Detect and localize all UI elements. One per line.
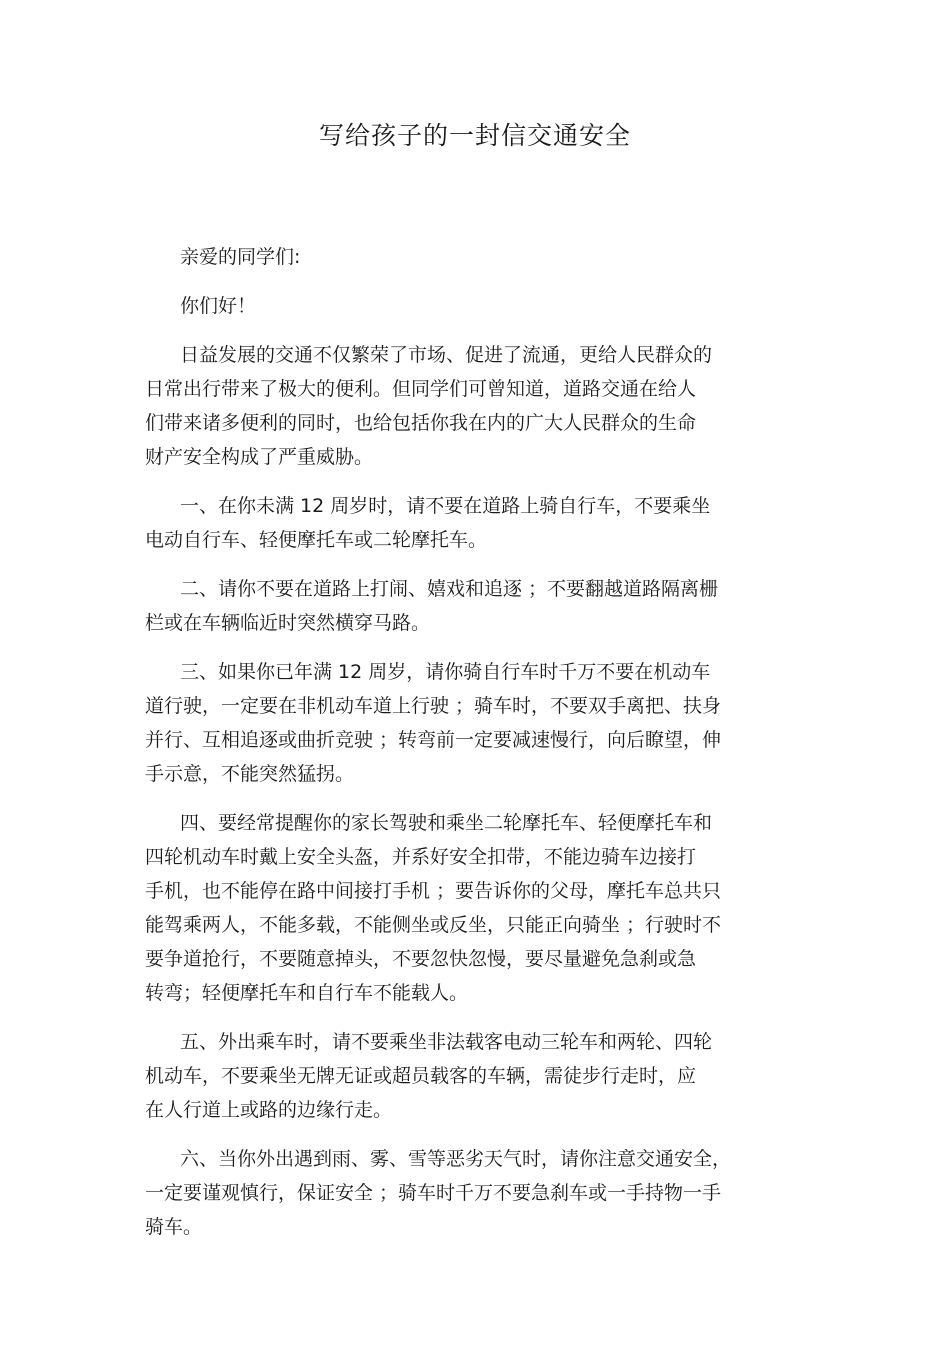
text-line: 日益发展的交通不仅繁荣了市场、促进了流通，更给人民群众的 [180,344,713,366]
text-line: 能驾乘两人，不能多载，不能侧坐或反坐，只能正向骑坐 ；行驶时不 [145,914,722,936]
text-line: 要争道抢行，不要随意掉头，不要忽快忽慢，要尽量避免急刹或急 [145,948,697,970]
rule-paragraph-1 [145,489,805,557]
text-line: 手机，也不能停在路中间接打手机 ；要告诉你的父母，摩托车总共只 [145,880,722,902]
rule-paragraph-3 [145,655,805,791]
text-line: 机动车，不要乘坐无牌无证或超员载客的车辆，需徒步行走时，应 [145,1065,697,1087]
text-line: 五、外出乘车时，请不要乘坐非法载客电动三轮车和两轮、四轮 [180,1031,713,1053]
text-line: 栏或在车辆临近时突然横穿马路。 [145,612,431,634]
text-line: 并行、互相追逐或曲折竞驶 ；转弯前一定要减速慢行，向后瞭望，伸 [145,729,722,751]
text-line: 一、在你未满 12 周岁时，请不要在道路上骑自行车，不要乘坐 [180,495,711,517]
text-line: 转弯；轻便摩托车和自行车不能载人。 [145,982,469,1004]
text-line: 一定要谨观慎行，保证安全 ；骑车时千万不要急刹车或一手持物一手 [145,1182,722,1204]
text-line: 财产安全构成了严重威胁。 [145,446,374,468]
rule-paragraph-6 [145,1142,805,1244]
text-line: 你们好！ [180,295,257,317]
text-line: 手示意，不能突然猛拐。 [145,763,355,785]
rule-paragraph-5 [145,1025,805,1127]
text-line: 在人行道上或路的边缘行走。 [145,1099,393,1121]
text-line: 六、当你外出遇到雨、雾、雪等恶劣天气时，请你注意交通安全， [180,1148,732,1170]
text-line: 二、请你不要在道路上打闹、嬉戏和追逐 ；不要翻越道路隔离栅 [180,578,719,600]
text-line: 三、如果你已年满 12 周岁，请你骑自行车时千万不要在机动车 [180,661,711,683]
text-line: 电动自行车、轻便摩托车或二轮摩托车。 [145,529,488,551]
page-title: 写给孩子的一封信交通安全 [318,121,631,150]
text-line: 四轮机动车时戴上安全头盔，并系好安全扣带，不能边骑车边接打 [145,846,697,868]
text-line: 日常出行带来了极大的便利。但同学们可曾知道，道路交通在给人 [145,378,697,400]
text-line: 们带来诸多便利的同时，也给包括你我在内的广大人民群众的生命 [145,412,697,434]
text-line: 亲爱的同学们: [180,246,301,268]
rule-paragraph-2 [145,572,805,640]
text-line: 道行驶，一定要在非机动车道上行驶 ；骑车时，不要双手离把、扶身 [145,695,722,717]
rule-paragraph-4 [145,806,805,1010]
salutation-paragraph [145,240,805,274]
greeting-paragraph [145,289,805,323]
text-line: 骑车。 [145,1216,203,1238]
text-line: 四、要经常提醒你的家长驾驶和乘坐二轮摩托车、轻便摩托车和 [180,812,713,834]
intro-paragraph [145,338,805,474]
letter-body [145,240,805,1244]
